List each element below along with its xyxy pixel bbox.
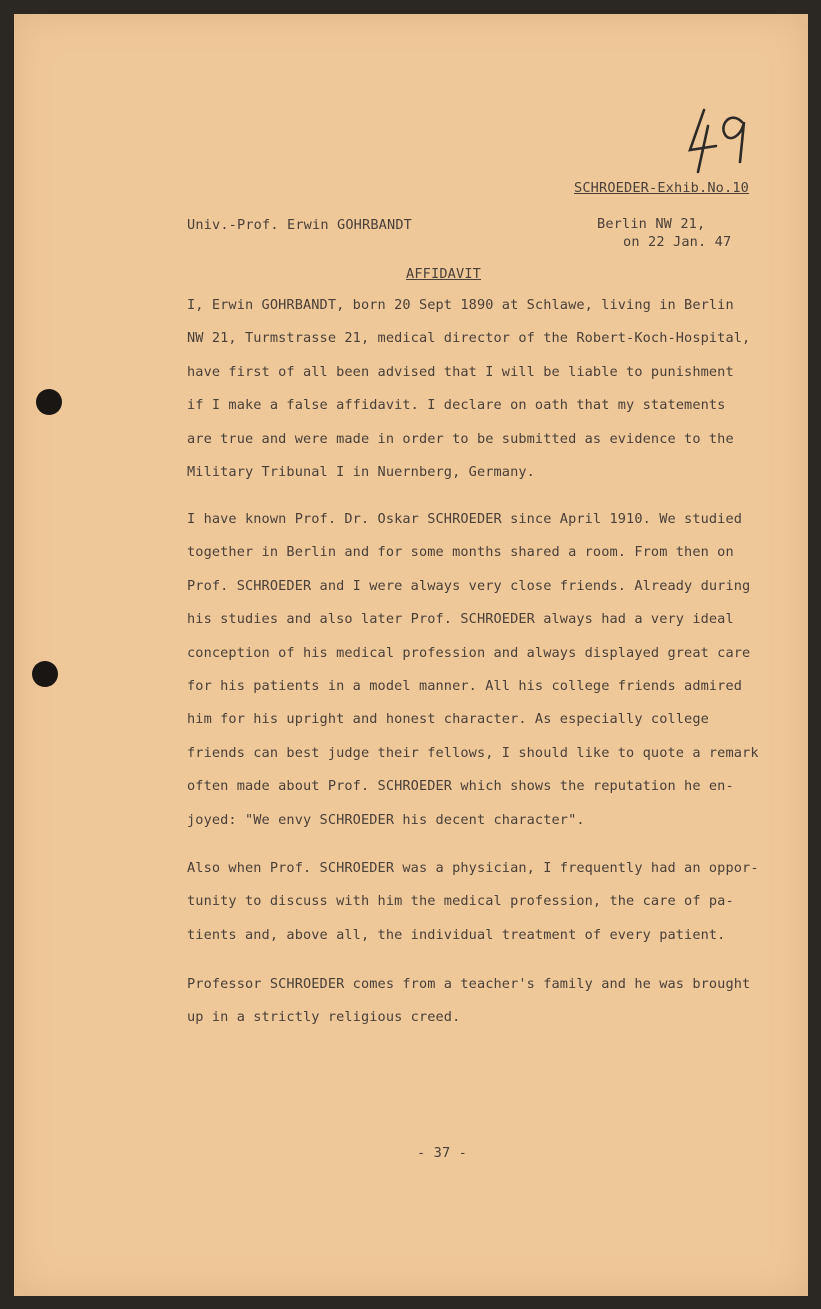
text-line: if I make a false affidavit. I declare on oath that my statements xyxy=(187,397,726,414)
text-line: have first of all been advised that I will be liable to punishment xyxy=(187,363,734,380)
text-line: conception of his medical profession and always displayed great care xyxy=(187,644,751,661)
text-line: Military Tribunal I in Nuernberg, Germany. xyxy=(187,463,535,480)
place-line: Berlin NW 21, xyxy=(597,216,706,232)
text-line: his studies and also later Prof. SCHROEDER always had a very ideal xyxy=(187,611,734,628)
text-line: tients and, above all, the individual treatment of every patient. xyxy=(187,926,726,943)
page-number: - 37 - xyxy=(417,1145,468,1161)
text-line: NW 21, Turmstrasse 21, medical director of the Robert-Koch-Hospital, xyxy=(187,330,751,347)
text-line: Professor SCHROEDER comes from a teacher's family and he was brought xyxy=(187,976,751,992)
text-line: Prof. SCHROEDER and I were always very close friends. Already during xyxy=(187,577,751,594)
text-line: often made about Prof. SCHROEDER which shows the reputation he en- xyxy=(187,778,734,795)
text-line: I have known Prof. Dr. Oskar SCHROEDER since April 1910. We studied xyxy=(187,511,743,527)
text-line: tunity to discuss with him the medical profession, the care of pa- xyxy=(187,893,734,910)
text-line: up in a strictly religious creed. xyxy=(187,1009,461,1026)
paragraph-family xyxy=(187,976,750,1043)
text-line: joyed: "We envy SCHROEDER his decent character". xyxy=(187,811,585,828)
punch-hole-bottom xyxy=(32,661,58,687)
text-line: friends can best judge their fellows, I should like to quote a remark xyxy=(187,744,759,761)
text-line: together in Berlin and for some months shared a room. From then on xyxy=(187,544,734,561)
text-line: are true and were made in order to be submitted as evidence to the xyxy=(187,430,734,447)
paragraph-friendship xyxy=(187,511,759,845)
paragraph-oath xyxy=(187,297,750,497)
handwritten-page-number xyxy=(682,106,760,174)
punch-hole-top xyxy=(36,389,62,415)
date-line: on 22 Jan. 47 xyxy=(623,234,732,250)
text-line: I, Erwin GOHRBANDT, born 20 Sept 1890 at Schlawe, living in Berlin xyxy=(187,297,734,313)
document-heading: AFFIDAVIT xyxy=(406,266,482,282)
text-line: him for his upright and honest character. As especially college xyxy=(187,711,709,728)
place-date-block xyxy=(597,215,731,251)
text-line: Also when Prof. SCHROEDER was a physician, I frequently had an oppor- xyxy=(187,860,759,876)
author-line: Univ.-Prof. Erwin GOHRBANDT xyxy=(187,217,413,233)
document-page xyxy=(14,14,808,1296)
exhibit-label: SCHROEDER-Exhib.No.10 xyxy=(574,180,750,196)
text-line: for his patients in a model manner. All his college friends admired xyxy=(187,677,743,694)
paragraph-physician xyxy=(187,860,759,960)
